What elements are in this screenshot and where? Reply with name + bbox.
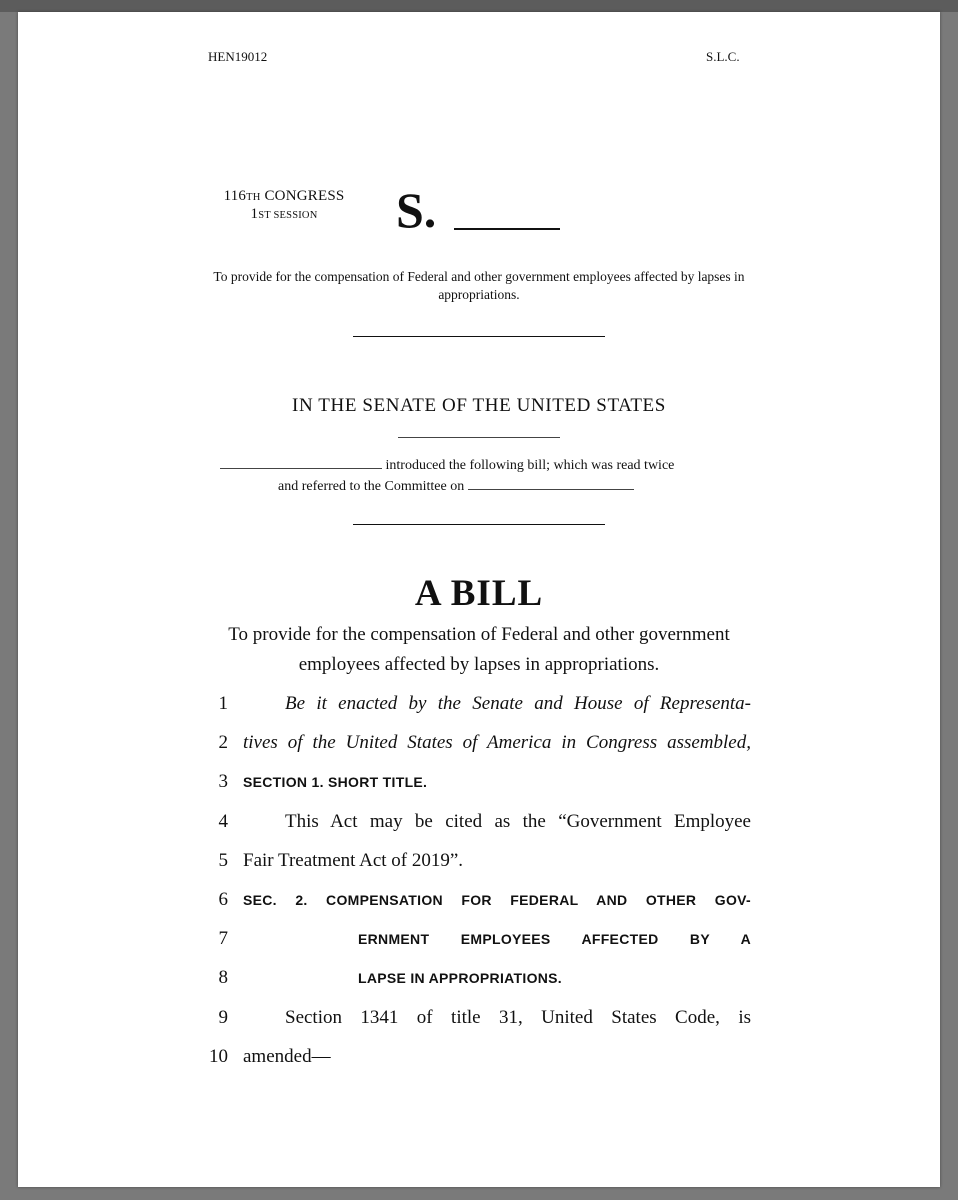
bill-heading: A BILL (414, 573, 544, 614)
divider-rule (353, 524, 605, 525)
line-number: 1 (218, 693, 228, 714)
line-number: 2 (218, 732, 228, 753)
document-page (18, 12, 940, 1187)
introduction-line-2: and referred to the Committee on (278, 477, 634, 496)
line-number: 5 (218, 850, 228, 871)
line-number: 8 (218, 967, 228, 988)
section-heading: ERNMENT EMPLOYEES AFFECTED BY A (358, 931, 751, 947)
divider-rule (353, 336, 605, 337)
chamber-heading: IN THE SENATE OF THE UNITED STATES (292, 395, 666, 416)
line-number: 3 (218, 771, 228, 792)
bill-purpose-short: To provide for the compensation of Federal and other government employees affected by lapses in appropriations. (213, 269, 745, 302)
bill-purpose-long: To provide for the compensation of Federal and other government employees affected by lapses in appropriations. (228, 624, 730, 675)
line-number: 6 (218, 889, 228, 910)
office-code: S.L.C. (706, 49, 740, 64)
line-number: 10 (209, 1046, 228, 1067)
enacting-clause-line: tives of the United States of America in Congress assembled, (243, 732, 751, 753)
bill-number-blank (454, 228, 560, 230)
bill-number: S. (396, 182, 437, 238)
body-text-line: Section 1341 of title 31, United States Code, is (285, 1007, 751, 1028)
committee-blank (468, 477, 634, 490)
date-blank-rule (398, 437, 560, 438)
line-number: 9 (218, 1007, 228, 1028)
session-label: 1ST SESSION (250, 206, 318, 222)
sponsor-blank (220, 456, 382, 469)
section-heading: SECTION 1. SHORT TITLE. (243, 774, 428, 790)
enacting-clause-line: Be it enacted by the Senate and House of Representa- (285, 693, 751, 714)
viewer-top-bar (0, 0, 958, 12)
section-heading: LAPSE IN APPROPRIATIONS. (358, 970, 562, 986)
body-text-line: Fair Treatment Act of 2019”. (243, 850, 464, 871)
line-number: 7 (218, 928, 228, 949)
section-heading: SEC. 2. COMPENSATION FOR FEDERAL AND OTHER GOV- (243, 892, 751, 908)
introduction-line-1: introduced the following bill; which was read twice (220, 456, 674, 475)
body-text-line: amended— (243, 1046, 331, 1067)
body-text-line: This Act may be cited as the “Government Employee (285, 811, 751, 832)
line-number: 4 (218, 811, 228, 832)
congress-label: 116TH CONGRESS (223, 188, 345, 204)
document-id: HEN19012 (208, 49, 268, 64)
congress-session-block (206, 188, 362, 224)
